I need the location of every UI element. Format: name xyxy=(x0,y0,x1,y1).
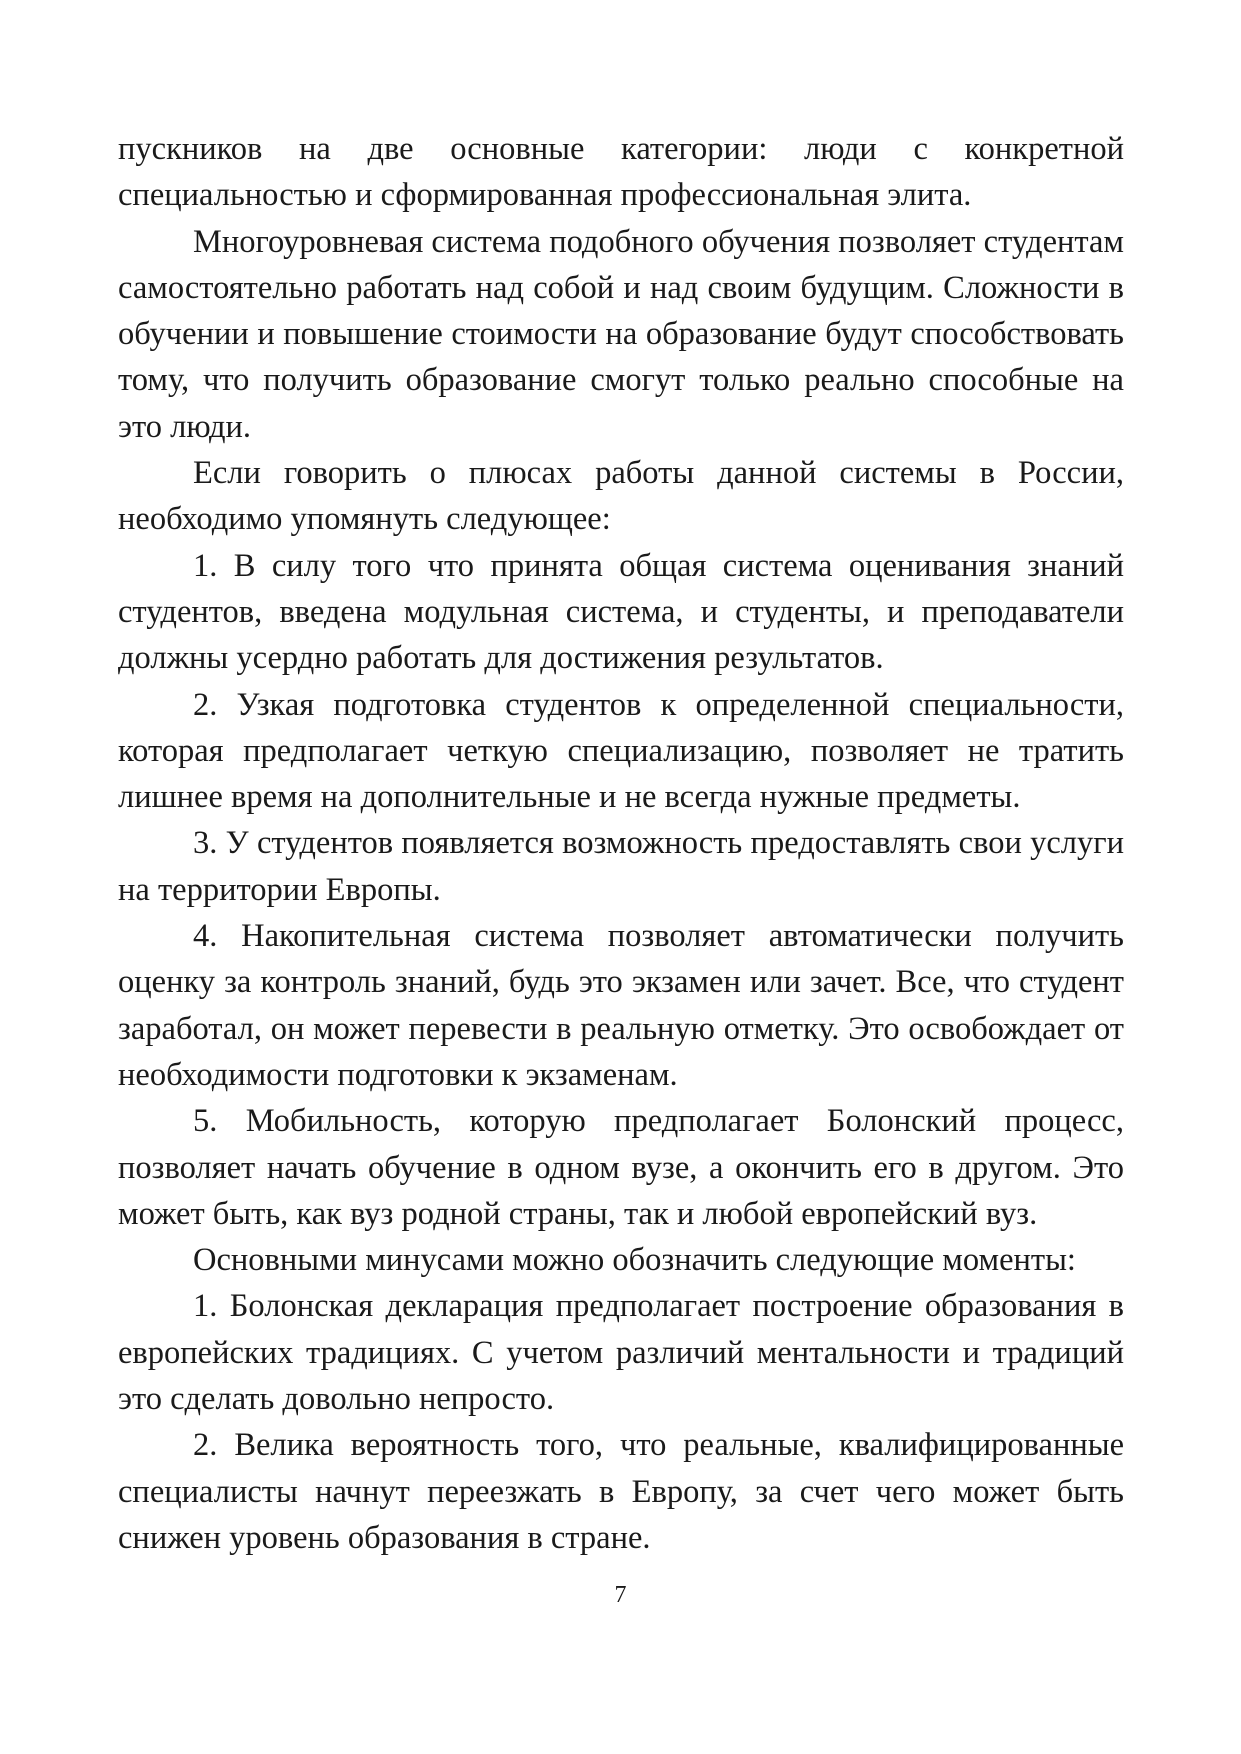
paragraph-minuses-intro: Основными минусами можно обозначить следующие моменты: xyxy=(193,1242,1076,1279)
list-item-plus-5: 5. Мобильность, которую предполагает Болонский процесс, позволяет начать обучение в одном вузе, а окончить его в другом. Это может быть, как вуз родной страны, так и любой европейский вуз. xyxy=(118,1103,1124,1232)
list-item-minus-2: 2. Велика вероятность того, что реальные, квалифицированные специалисты начнут переезжать в Европу, за счет чего может быть снижен уровень образования в стране. xyxy=(118,1427,1124,1556)
list-item-plus-4: 4. Накопительная система позволяет автоматически получить оценку за контроль знаний, будь это экзамен или зачет. Все, что студент заработал, он может перевести в реальную отметку. Это освобождает от необходимости подготовки к экзаменам. xyxy=(118,918,1124,1093)
list-item-plus-2: 2. Узкая подготовка студентов к определенной специальности, которая предполагает четкую специализацию, позволяет не тратить лишнее время на дополнительные и не всегда нужные предметы. xyxy=(118,686,1124,816)
paragraph-continuation: пускников на две основные категории: люди с конкретной специальностью и сформированная профессиональная элита. xyxy=(118,131,1124,214)
list-item-plus-3: 3. У студентов появляется возможность предоставлять свои услуги на территории Европы. xyxy=(118,825,1124,908)
paragraph-pluses-intro: Если говорить о плюсах работы данной системы в России, необходимо упомянуть следующее: xyxy=(118,455,1124,538)
page-text-body xyxy=(118,126,1124,1561)
paragraph-multilevel-system: Многоуровневая система подобного обучения позволяет студентам самостоятельно работать над собой и над своим будущим. Сложности в обучении и повышение стоимости на образование будут способствовать тому, что получить образование смогут только реально способные на это люди. xyxy=(118,223,1124,445)
list-item-plus-1: 1. В силу того что принята общая система оценивания знаний студентов, введена модульная система, и студенты, и преподаватели должны усердно работать для достижения результатов. xyxy=(118,547,1124,677)
page-number: 7 xyxy=(614,1582,627,1608)
list-item-minus-1: 1. Болонская декларация предполагает построение образования в европейских традициях. С учетом различий ментальности и традиций это сделать довольно непросто. xyxy=(118,1288,1124,1418)
